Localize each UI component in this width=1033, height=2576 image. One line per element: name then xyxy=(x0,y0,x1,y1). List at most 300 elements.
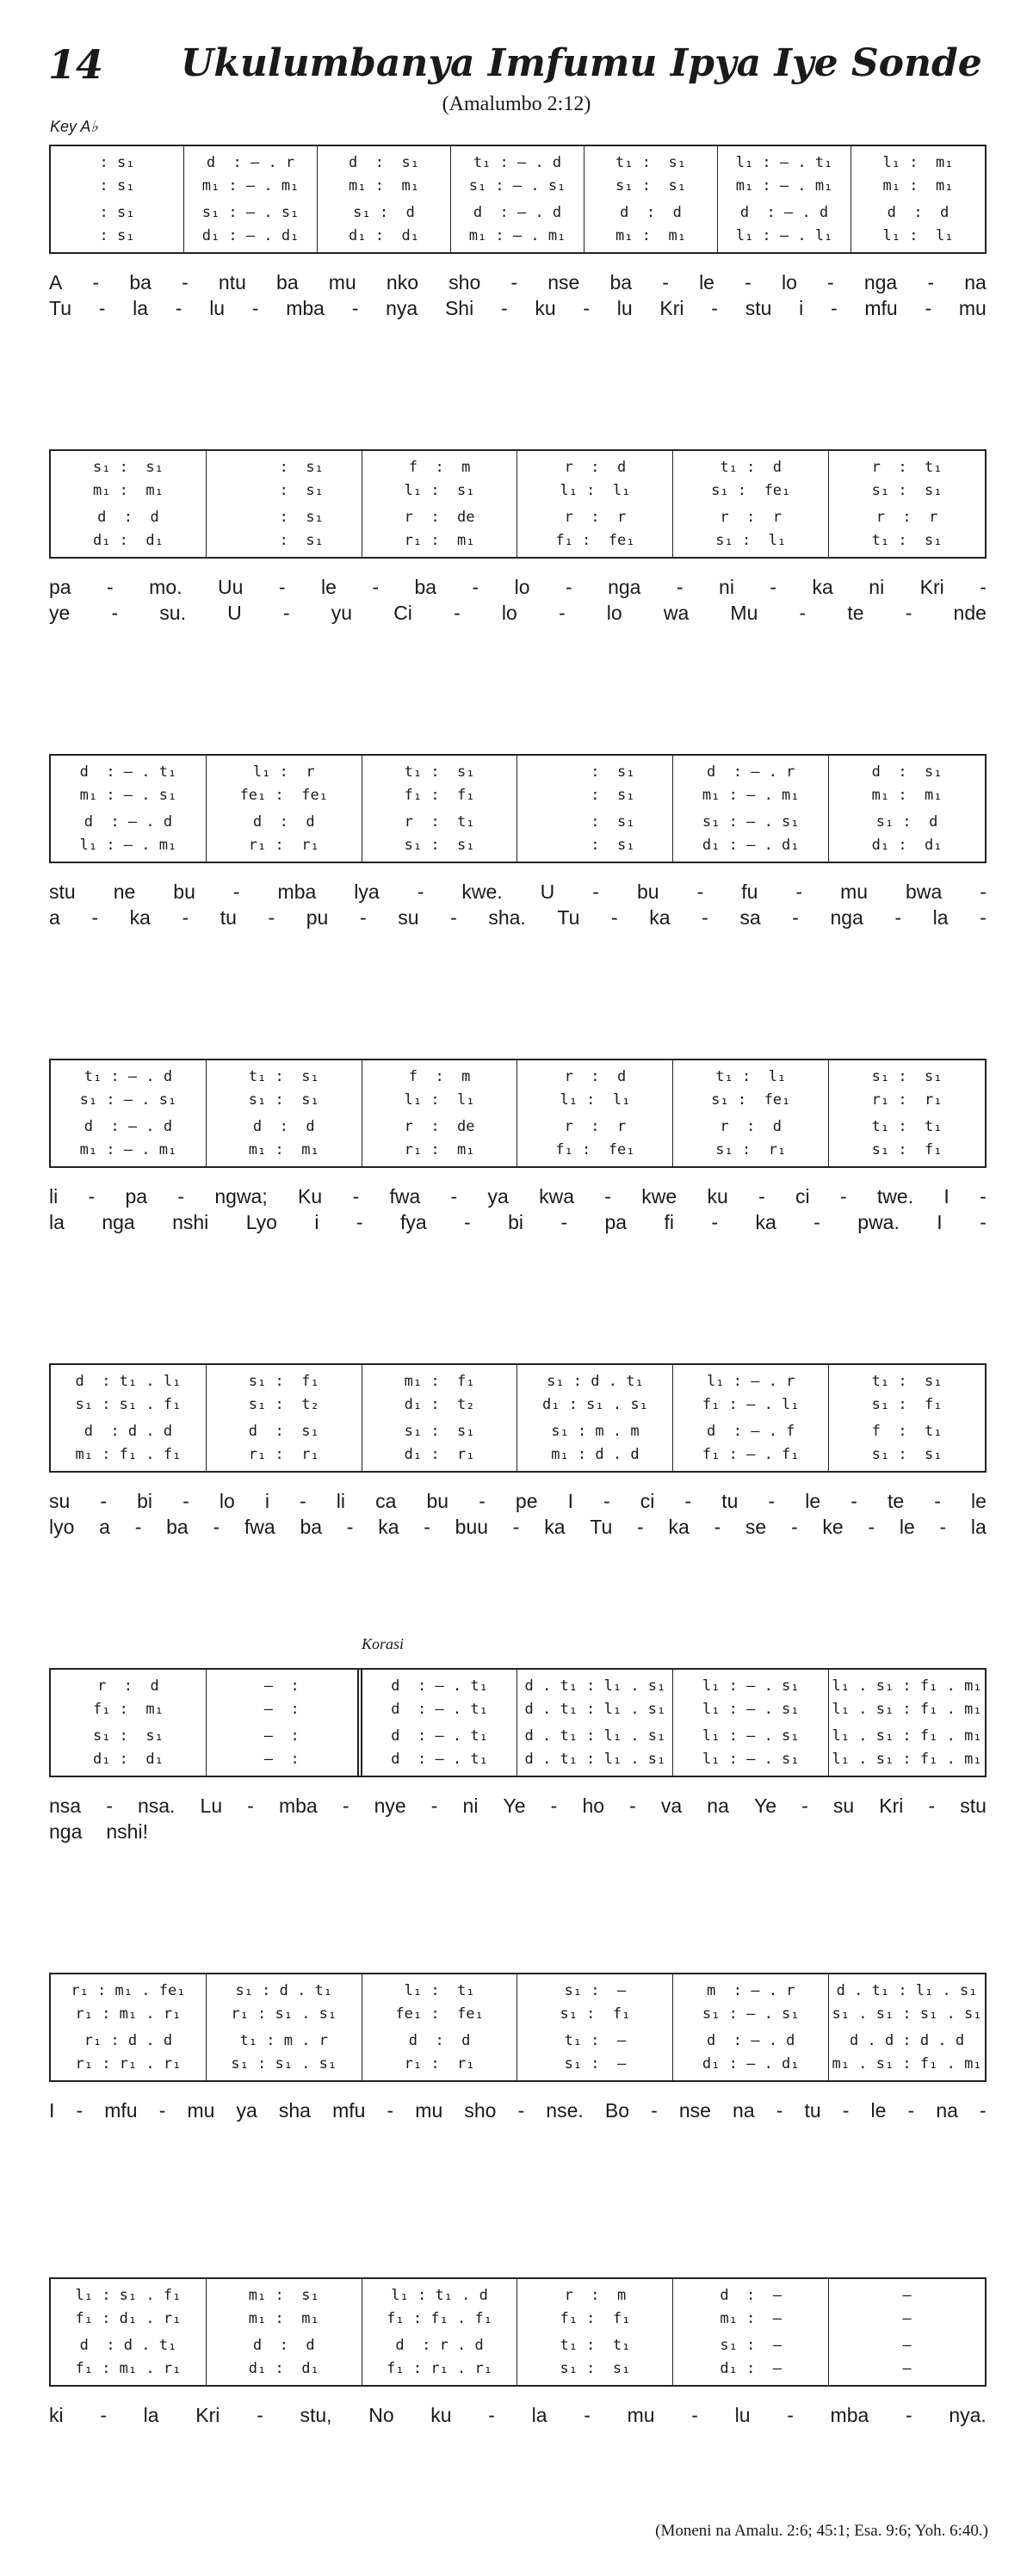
syllable-hyphen: - xyxy=(282,602,290,624)
syllable-hyphen: - xyxy=(182,271,189,293)
lyrics-block xyxy=(49,1183,987,1235)
lyric-syllable: le xyxy=(971,1490,987,1512)
lyric-syllable: a xyxy=(49,906,60,929)
syllable-hyphen: - xyxy=(714,1516,721,1538)
lyric-syllable: U xyxy=(227,602,242,624)
lyrics-block xyxy=(49,879,987,930)
syllable-hyphen: - xyxy=(801,1795,808,1817)
lyric-syllable: i xyxy=(314,1211,319,1233)
soprano-part: l₁ . s₁ : f₁ . m₁ xyxy=(832,1677,982,1696)
lyric-line xyxy=(49,2402,987,2428)
lyric-syllable: nse. xyxy=(546,2099,584,2122)
tenor-part: t₁ : t₁ xyxy=(560,2336,631,2354)
alto-part: r₁ : m₁ . r₁ xyxy=(75,2005,182,2023)
lyric-line xyxy=(49,574,987,600)
tenor-part: d : – . d xyxy=(84,1117,173,1135)
lyric-syllable: sha xyxy=(278,2099,311,2122)
measure xyxy=(673,2279,829,2385)
lyric-syllable: mba xyxy=(286,297,325,319)
measure xyxy=(51,756,207,862)
tenor-part: r : de xyxy=(404,508,475,526)
syllable-hyphen: - xyxy=(676,576,684,598)
tenor-part: s₁ : s₁ xyxy=(404,1422,475,1440)
lyric-syllable: stu xyxy=(960,1795,987,1817)
syllable-hyphen: - xyxy=(980,1211,987,1233)
alto-part: fe₁ : fe₁ xyxy=(395,2005,484,2023)
tenor-part: s₁ : d xyxy=(875,812,938,831)
syllable-hyphen: - xyxy=(776,2099,783,2122)
lyric-syllable: i xyxy=(264,1490,269,1512)
tenor-part: : s₁ xyxy=(244,508,324,526)
tenor-part: d : d . t₁ xyxy=(79,2336,177,2354)
lyric-syllable: la xyxy=(531,2404,547,2426)
bass-part: s₁ : — xyxy=(564,2054,627,2073)
lyric-syllable: na xyxy=(707,1795,729,1817)
tenor-part: r : de xyxy=(404,1117,475,1135)
tenor-part: r : r xyxy=(875,508,938,526)
bass-part: : s₁ xyxy=(244,531,324,549)
lyric-syllable: te xyxy=(888,1490,905,1512)
soprano-part: t₁ : l₁ xyxy=(715,1068,787,1086)
lyric-syllable: ba xyxy=(414,576,437,598)
syllable-hyphen: - xyxy=(251,297,259,319)
measure xyxy=(673,1365,829,1471)
tenor-part: r : t₁ xyxy=(404,812,475,831)
syllable-hyphen: - xyxy=(91,906,99,929)
tenor-part: t₁ : — xyxy=(564,2031,627,2049)
lyric-syllable: ni xyxy=(462,1795,479,1817)
lyric-line xyxy=(49,2097,987,2123)
alto-part: s₁ : fe₁ xyxy=(711,1091,791,1109)
alto-part: s₁ : s₁ xyxy=(248,1091,319,1109)
lyric-syllable: Kri xyxy=(659,297,684,319)
lyric-syllable: mba xyxy=(278,1795,318,1817)
lyric-syllable: fu xyxy=(741,880,758,903)
syllable-hyphen: - xyxy=(100,2404,107,2426)
bass-part: f₁ : – . f₁ xyxy=(702,1445,800,1463)
lyrics-block xyxy=(49,574,987,626)
lyric-syllable: mu xyxy=(627,2404,655,2426)
syllable-hyphen: - xyxy=(813,1211,820,1233)
alto-part: f₁ : d₁ . r₁ xyxy=(75,2310,182,2328)
measure xyxy=(362,1365,518,1471)
solfa-staff xyxy=(49,1363,987,1473)
tenor-part: d : d xyxy=(97,508,159,526)
lyric-syllable: le xyxy=(699,271,714,293)
syllable-hyphen: - xyxy=(827,271,834,293)
alto-part: s₁ : t₂ xyxy=(248,1396,319,1414)
tenor-part: d . t₁ : l₁ . s₁ xyxy=(524,1727,666,1745)
syllable-hyphen: - xyxy=(107,576,114,598)
alto-part: d . t₁ : l₁ . s₁ xyxy=(524,1701,666,1719)
lyric-syllable: su. xyxy=(159,602,186,624)
soprano-part: t₁ : s₁ xyxy=(615,154,686,172)
alto-part: — xyxy=(902,2310,912,2328)
lyrics-block xyxy=(49,2402,987,2428)
measure xyxy=(673,756,829,862)
lyric-syllable: sho xyxy=(464,2099,497,2122)
lyric-syllable: Tu xyxy=(590,1516,613,1538)
syllable-hyphen: - xyxy=(603,1490,610,1512)
syllable-hyphen: - xyxy=(927,271,935,293)
bass-part: r₁ : r₁ xyxy=(404,2054,475,2073)
alto-part: s₁ : – . s₁ xyxy=(79,1091,177,1109)
bass-part: s₁ : s₁ . s₁ xyxy=(231,2054,337,2073)
lyric-syllable: nga xyxy=(49,1820,83,1843)
lyric-syllable: ka xyxy=(812,576,833,598)
soprano-part: d : t₁ . l₁ xyxy=(75,1373,182,1391)
lyric-syllable: ba xyxy=(276,271,299,293)
alto-part: l₁ : – . s₁ xyxy=(702,1701,800,1719)
lyric-syllable: mu xyxy=(328,271,356,293)
tenor-part: — xyxy=(902,2336,912,2354)
tenor-part: d : d . d xyxy=(84,1422,173,1440)
measure xyxy=(673,451,829,557)
lyric-syllable: lya xyxy=(354,880,380,903)
tenor-part: d : – . t₁ xyxy=(391,1727,488,1745)
bass-part: r₁ : m₁ xyxy=(404,1140,475,1158)
syllable-hyphen: - xyxy=(98,297,106,319)
syllable-hyphen: - xyxy=(583,297,591,319)
alto-part: d₁ : s₁ . s₁ xyxy=(541,1396,648,1414)
lyric-syllable: Kri xyxy=(879,1795,904,1817)
song-header xyxy=(0,0,1033,135)
measure xyxy=(207,2279,362,2385)
lyric-syllable: ni xyxy=(719,576,734,598)
syllable-hyphen: - xyxy=(560,1211,568,1233)
lyric-syllable: kwe. xyxy=(461,880,503,903)
syllable-hyphen: - xyxy=(450,906,457,929)
soprano-part: r : d xyxy=(564,1068,627,1086)
lyric-syllable: le xyxy=(320,576,337,598)
lyric-syllable: mu xyxy=(958,297,987,319)
lyric-syllable: bi xyxy=(508,1211,524,1233)
syllable-hyphen: - xyxy=(500,297,508,319)
syllable-hyphen: - xyxy=(356,1211,363,1233)
lyric-syllable: ku xyxy=(535,297,556,319)
lyric-syllable: ni xyxy=(869,576,885,598)
lyric-syllable: la xyxy=(932,906,949,929)
tenor-part: s₁ : – . s₁ xyxy=(702,812,800,831)
syllable-hyphen: - xyxy=(584,2404,591,2426)
tenor-part: l₁ : – . s₁ xyxy=(702,1727,800,1745)
syllable-hyphen: - xyxy=(352,1185,360,1208)
syllable-hyphen: - xyxy=(134,1516,142,1538)
lyric-syllable: nya xyxy=(386,297,418,319)
lyric-syllable: stu xyxy=(49,880,76,903)
solfa-staff xyxy=(49,1059,987,1168)
syllable-hyphen: - xyxy=(795,880,803,903)
syllable-hyphen: - xyxy=(565,576,572,598)
lyric-syllable: ka xyxy=(668,1516,690,1538)
bass-part: f₁ : m₁ . r₁ xyxy=(75,2359,182,2377)
syllable-hyphen: - xyxy=(842,2099,850,2122)
lyrics-block xyxy=(49,1793,987,1844)
bass-part: t₁ : s₁ xyxy=(871,531,943,549)
measure xyxy=(517,1060,673,1166)
lyric-syllable: U xyxy=(540,880,555,903)
syllable-hyphen: - xyxy=(790,1516,798,1538)
lyric-syllable: ntu xyxy=(218,271,246,293)
lyrics-block xyxy=(49,2097,987,2123)
syllable-hyphen: - xyxy=(770,576,777,598)
measure xyxy=(362,1060,518,1166)
lyric-syllable: ba xyxy=(609,271,633,293)
soprano-part: r : t₁ xyxy=(871,459,943,477)
chorus-label: Korasi xyxy=(362,1635,405,1652)
lyric-syllable: tu xyxy=(721,1490,739,1512)
syllable-hyphen: - xyxy=(300,1490,306,1512)
bass-part: r₁ : r₁ xyxy=(248,836,319,854)
syllable-hyphen: - xyxy=(342,1795,349,1817)
lyric-syllable: fwa xyxy=(389,1185,421,1208)
lyric-syllable: la xyxy=(143,2404,159,2426)
lyric-syllable: mfu xyxy=(864,297,898,319)
measure xyxy=(673,1670,829,1776)
syllable-hyphen: - xyxy=(980,1185,987,1208)
soprano-part: : s₁ xyxy=(244,459,324,477)
syllable-hyphen: - xyxy=(454,602,461,624)
syllable-hyphen: - xyxy=(980,906,987,929)
bass-part: d₁ : r₁ xyxy=(404,1445,475,1463)
tenor-part: r : r xyxy=(564,1117,627,1135)
lyric-syllable: li xyxy=(49,1185,59,1208)
syllable-hyphen: - xyxy=(894,906,902,929)
syllable-hyphen: - xyxy=(604,1185,611,1208)
bass-part: — : xyxy=(263,1750,300,1768)
measure xyxy=(829,2279,985,2385)
syllable-hyphen: - xyxy=(711,1211,719,1233)
bass-part: l₁ : – . m₁ xyxy=(79,836,177,854)
tenor-part: s₁ : s₁ xyxy=(92,1727,164,1745)
alto-part: m₁ : — xyxy=(720,2310,782,2328)
lyric-syllable: mba xyxy=(277,880,317,903)
alto-part: : s₁ xyxy=(244,482,324,500)
lyric-syllable: na xyxy=(733,2099,755,2122)
soprano-part: l₁ : – . s₁ xyxy=(702,1677,800,1696)
syllable-hyphen: - xyxy=(745,271,752,293)
soprano-part: m₁ : s₁ xyxy=(248,2287,319,2305)
tenor-part: l₁ . s₁ : f₁ . m₁ xyxy=(832,1727,982,1745)
lyric-syllable: nse xyxy=(678,2099,711,2122)
bass-part: d₁ : d₁ xyxy=(871,836,943,854)
lyric-syllable: le xyxy=(899,1516,915,1538)
lyric-syllable: buu xyxy=(455,1516,489,1538)
soprano-part: r₁ : m₁ . fe₁ xyxy=(71,1982,186,2000)
tenor-part: d : – . d xyxy=(473,203,562,221)
lyric-syllable: sho xyxy=(448,271,481,293)
syllable-hyphen: - xyxy=(839,1185,847,1208)
bass-part: d₁ : d₁ xyxy=(92,531,164,549)
tenor-part: r : r xyxy=(720,508,782,526)
bass-part: d₁ : — xyxy=(720,2359,782,2377)
tenor-part: — : xyxy=(263,1727,300,1745)
alto-part: l₁ : l₁ xyxy=(404,1091,475,1109)
lyric-syllable: va xyxy=(660,1795,683,1817)
bass-part: s₁ : s₁ xyxy=(560,2359,631,2377)
tenor-part: d : – . d xyxy=(707,2031,795,2049)
measure xyxy=(207,1060,362,1166)
soprano-part: s₁ : s₁ xyxy=(871,1068,943,1086)
syllable-hyphen: - xyxy=(158,2099,166,2122)
alto-part: m₁ : m₁ xyxy=(92,482,164,500)
bass-part: m₁ : m₁ xyxy=(248,1140,319,1158)
soprano-part: f : m xyxy=(408,459,471,477)
lyric-syllable: sha. xyxy=(488,906,526,929)
syllable-hyphen: - xyxy=(629,1795,636,1817)
measure xyxy=(829,1365,985,1471)
lyric-syllable: se xyxy=(745,1516,767,1538)
solfa-staff xyxy=(49,1973,987,2082)
tenor-part: d . d : d . d xyxy=(850,2031,965,2049)
lyric-syllable: lu xyxy=(734,2404,751,2426)
lyric-syllable: la xyxy=(133,297,149,319)
alto-part: r₁ : s₁ . s₁ xyxy=(231,2005,337,2023)
lyric-syllable: pe xyxy=(515,1490,538,1512)
soprano-part: — xyxy=(902,2287,912,2305)
bass-part: d₁ : – . d₁ xyxy=(702,2054,800,2073)
lyric-syllable: mfu xyxy=(104,2099,138,2122)
syllable-hyphen: - xyxy=(980,2099,987,2122)
alto-part: s₁ : s₁ xyxy=(615,177,686,195)
lyric-syllable: tu xyxy=(804,2099,821,2122)
measure xyxy=(673,1974,829,2080)
alto-part: d₁ : t₂ xyxy=(404,1396,475,1414)
lyric-syllable: nshi xyxy=(172,1211,209,1233)
lyric-syllable: nga xyxy=(830,906,863,929)
lyric-syllable: nye xyxy=(374,1795,406,1817)
lyric-syllable: le xyxy=(805,1490,821,1512)
alto-part: — : xyxy=(263,1701,300,1719)
tenor-part: r : r xyxy=(564,508,627,526)
lyric-syllable: lo xyxy=(219,1490,235,1512)
measure xyxy=(318,146,451,252)
lyric-syllable: nshi! xyxy=(106,1820,148,1843)
lyric-syllable: ba xyxy=(166,1516,189,1538)
lyric-syllable: lu xyxy=(209,297,226,319)
syllable-hyphen: - xyxy=(980,576,987,598)
lyric-line xyxy=(49,1514,987,1540)
measure xyxy=(51,146,184,252)
bass-part: m₁ : – . m₁ xyxy=(468,226,566,244)
measure xyxy=(362,756,518,862)
lyric-syllable: Bo xyxy=(604,2099,629,2122)
tenor-part: d : d xyxy=(620,203,682,221)
lyric-line xyxy=(49,879,987,905)
syllable-hyphen: - xyxy=(768,1490,776,1512)
measure xyxy=(362,1670,518,1776)
lyric-syllable: Ku xyxy=(298,1185,323,1208)
soprano-part: — : xyxy=(263,1677,300,1696)
solfa-staff xyxy=(49,2277,987,2387)
syllable-hyphen: - xyxy=(351,297,359,319)
lyric-line xyxy=(49,1793,987,1819)
solfa-staff xyxy=(49,145,987,254)
lyric-syllable: kwa xyxy=(539,1185,574,1208)
lyric-syllable: I xyxy=(943,1185,949,1208)
measure xyxy=(51,451,207,557)
syllable-hyphen: - xyxy=(550,1795,558,1817)
lyric-syllable: mu xyxy=(840,880,869,903)
lyric-syllable: ye xyxy=(49,602,71,624)
lyric-syllable: lo xyxy=(514,576,530,598)
syllable-hyphen: - xyxy=(905,2404,912,2426)
measure xyxy=(362,2279,518,2385)
measure xyxy=(184,146,318,252)
lyric-syllable: Ci xyxy=(393,602,412,624)
syllable-hyphen: - xyxy=(111,602,119,624)
soprano-part: l₁ : s₁ . f₁ xyxy=(75,2287,182,2305)
tenor-part: d : d xyxy=(887,203,949,221)
solfa-staff xyxy=(49,754,987,863)
bass-part: l₁ : l₁ xyxy=(882,226,954,244)
lyric-syllable: stu, xyxy=(300,2404,332,2426)
syllable-hyphen: - xyxy=(830,297,838,319)
bass-part: l₁ : – . s₁ xyxy=(702,1750,800,1768)
soprano-part: l₁ : r xyxy=(252,763,315,781)
soprano-part: l₁ : t₁ xyxy=(404,1982,475,2000)
lyric-syllable: mfu xyxy=(332,2099,366,2122)
lyric-syllable: A xyxy=(49,271,63,293)
syllable-hyphen: - xyxy=(472,576,479,598)
soprano-part: l₁ : – . r xyxy=(707,1373,795,1391)
alto-part: f₁ : m₁ xyxy=(92,1701,164,1719)
lyric-syllable: ka xyxy=(544,1516,566,1538)
measure xyxy=(362,1974,518,2080)
syllable-hyphen: - xyxy=(558,602,566,624)
alto-part: m₁ : m₁ xyxy=(248,2310,319,2328)
lyric-syllable: tu xyxy=(220,906,237,929)
syllable-hyphen: - xyxy=(232,880,240,903)
lyric-syllable: bu xyxy=(173,880,195,903)
lyric-line xyxy=(49,1209,987,1235)
bass-part: — xyxy=(902,2359,912,2377)
lyric-syllable: su xyxy=(398,906,419,929)
soprano-part: d : – . r xyxy=(707,763,795,781)
lyric-syllable: bwa xyxy=(906,880,943,903)
tenor-part: : s₁ xyxy=(99,203,135,221)
lyric-syllable: nko xyxy=(386,271,418,293)
measure xyxy=(207,756,362,862)
measure xyxy=(718,146,851,252)
bass-part: r₁ : r₁ xyxy=(248,1445,319,1463)
measure xyxy=(207,1670,362,1776)
solfa-staff xyxy=(49,1668,987,1777)
lyric-syllable: lyo xyxy=(49,1516,75,1538)
bass-part: s₁ : l₁ xyxy=(715,531,787,549)
lyric-syllable: bu xyxy=(426,1490,449,1512)
tenor-part: d : – . d xyxy=(84,812,173,831)
tenor-part: t₁ : t₁ xyxy=(871,1117,943,1135)
lyric-syllable: pwa. xyxy=(857,1211,900,1233)
measure xyxy=(517,756,673,862)
syllable-hyphen: - xyxy=(651,2099,658,2122)
measure xyxy=(829,1060,985,1166)
lyric-syllable: mo. xyxy=(149,576,182,598)
lyric-syllable: ya xyxy=(487,1185,509,1208)
syllable-hyphen: - xyxy=(512,1516,520,1538)
lyric-syllable: fya xyxy=(399,1211,427,1233)
lyric-syllable: nsa. xyxy=(137,1795,176,1817)
lyric-syllable: ka xyxy=(649,906,671,929)
lyrics-block xyxy=(49,1488,987,1540)
measure xyxy=(51,1974,207,2080)
measure xyxy=(673,1060,829,1166)
lyric-syllable: Kri xyxy=(195,2404,220,2426)
lyric-syllable: bu xyxy=(636,880,659,903)
bass-part: m₁ : – . m₁ xyxy=(79,1140,177,1158)
soprano-part: d : s₁ xyxy=(349,154,419,172)
